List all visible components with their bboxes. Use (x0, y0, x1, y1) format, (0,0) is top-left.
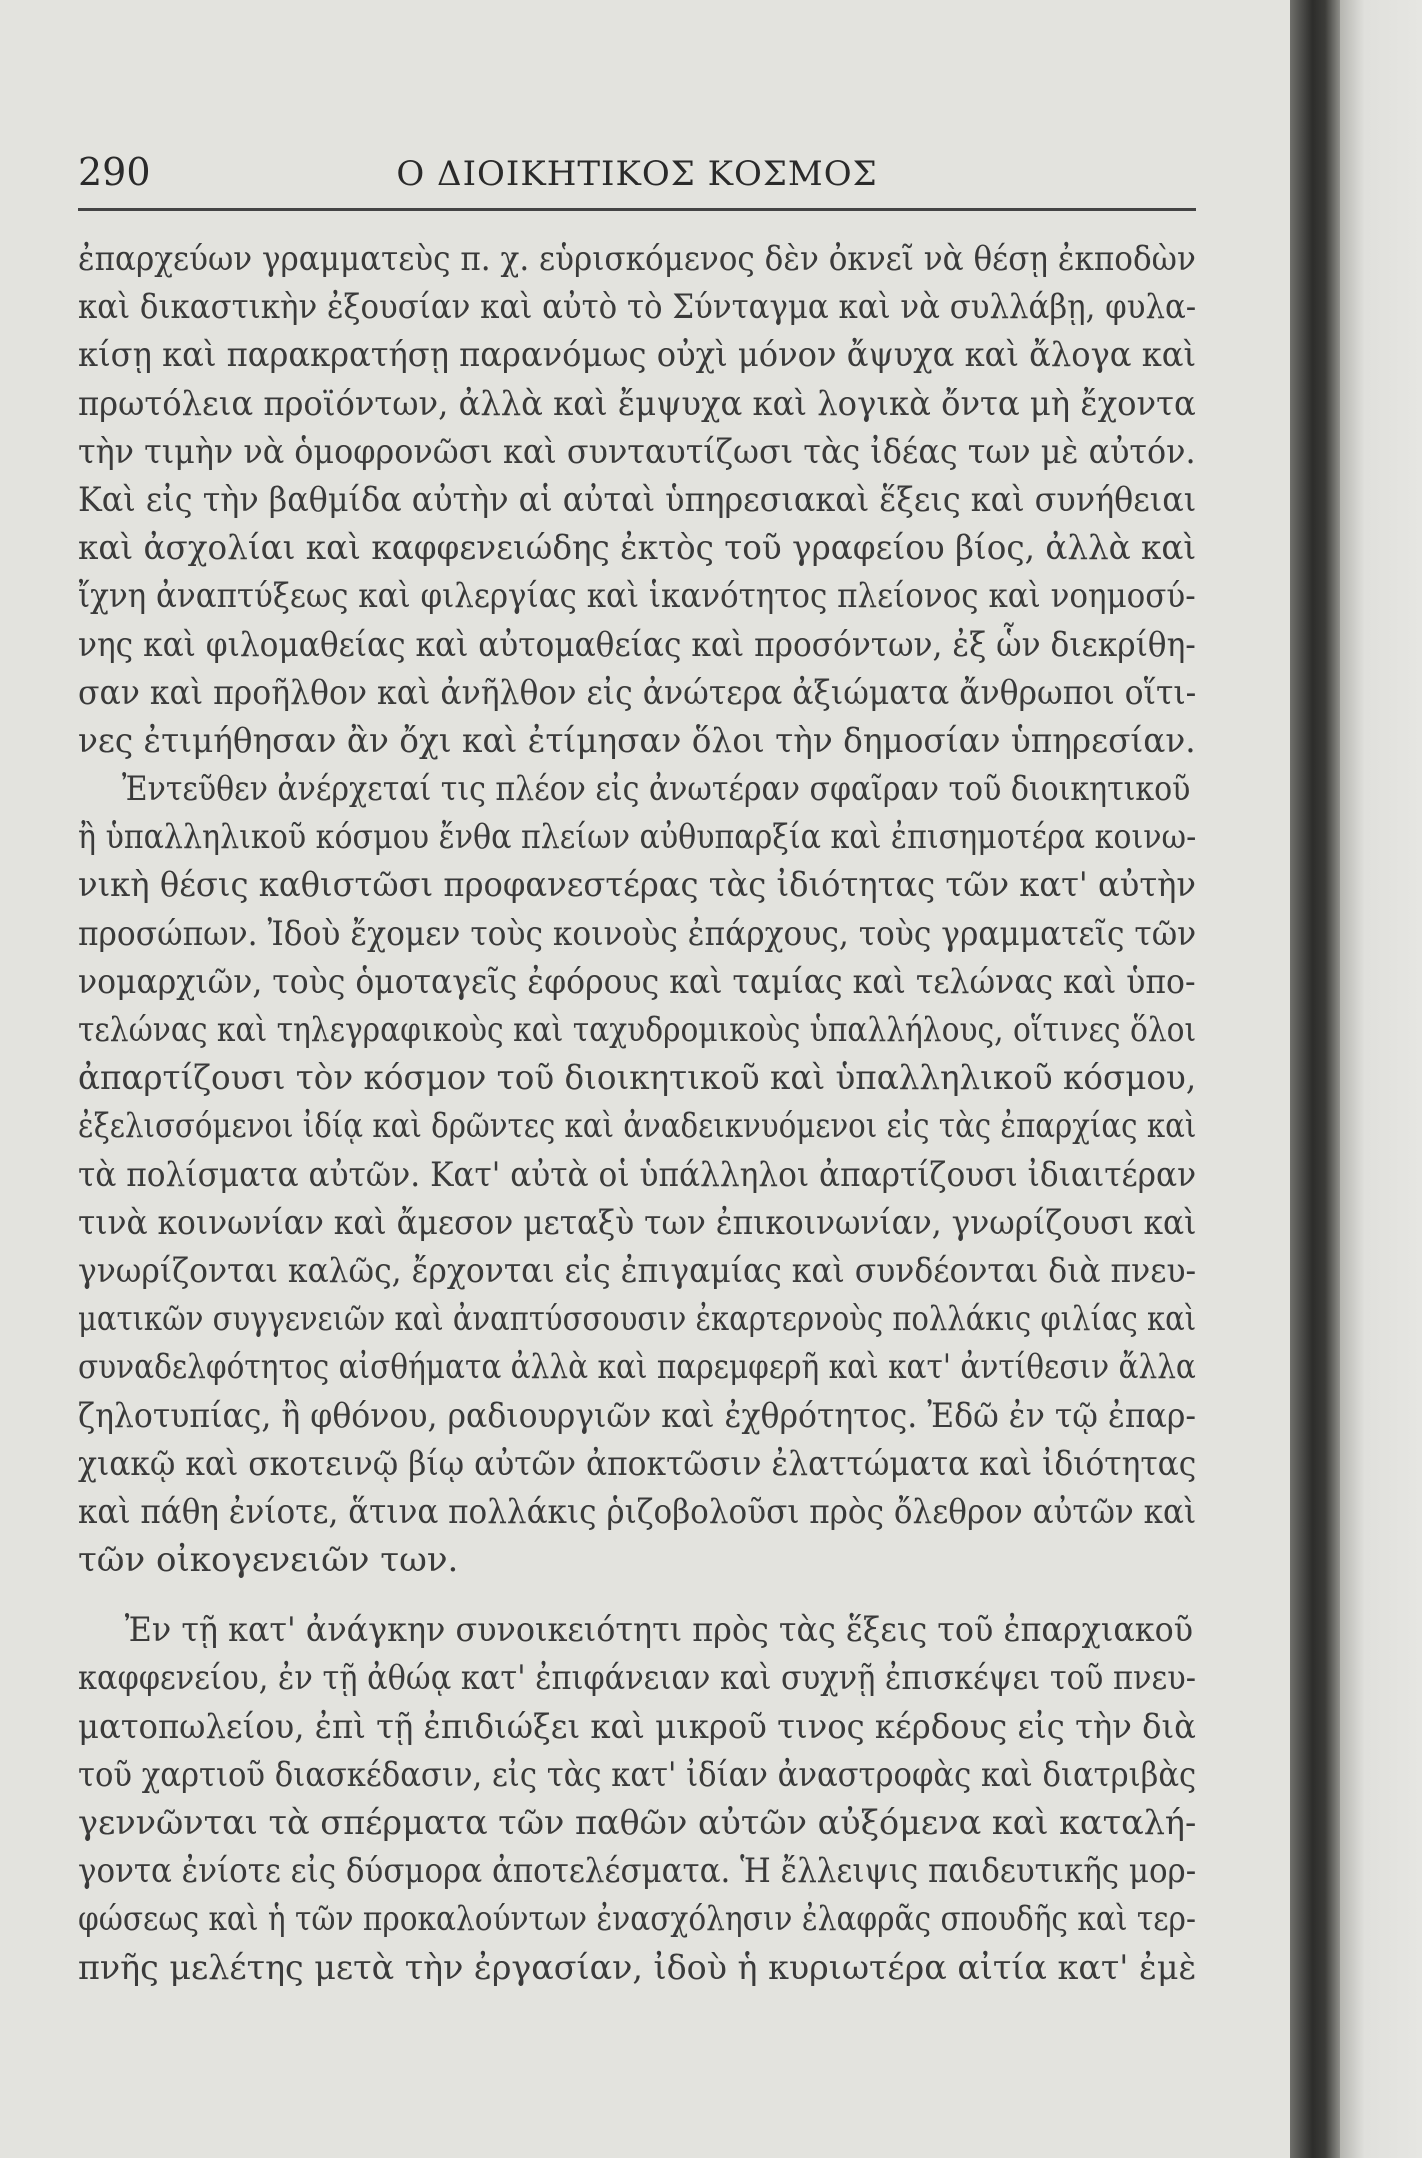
text-line: ἴχνη ἀναπτύξεως καὶ φιλεργίας καὶ ἱκανότητος πλείονος καὶ νοημοσύ- (78, 576, 1196, 617)
text-line: Ἐντεῦθεν ἀνέρχεταί τις πλέον εἰς ἀνωτέραν σφαῖραν τοῦ διοικητικοῦ (122, 769, 1191, 810)
text-line: τὰ πολίσματα αὐτῶν. Κατ' αὐτὰ οἱ ὑπάλληλοι ἀπαρτίζουσι ἰδιαιτέραν (78, 1154, 1197, 1195)
text-line: κίσῃ καὶ παρακρατήσῃ παρανόμως οὐχὶ μόνον ἄψυχα καὶ ἄλογα καὶ (78, 335, 1197, 376)
text-line: ἐπαρχεύων γραμματεὺς π. χ. εὑρισκόμενος δὲν ὀκνεῖ νὰ θέσῃ ἐκποδὼν (78, 239, 1196, 279)
text-line: νικὴ θέσις καθιστῶσι προφανεστέρας τὰς ἰδιότητας τῶν κατ' αὐτὴν (78, 865, 1196, 906)
text-line: ἢ ὑπαλληλικοῦ κόσμου ἔνθα πλείων αὐθυπαρξία καὶ ἐπισημοτέρα κοινω- (78, 817, 1197, 858)
page-header (78, 150, 1196, 206)
text-line: τοῦ χαρτιοῦ διασκέδασιν, εἰς τὰς κατ' ἰδίαν ἀναστροφὰς καὶ διατριβὰς (78, 1754, 1197, 1795)
facing-page-edge (1340, 0, 1422, 2158)
text-line: νες ἐτιμήθησαν ἂν ὄχι καὶ ἐτίμησαν ὅλοι τὴν δημοσίαν ὑπηρεσίαν. (78, 720, 1196, 761)
text-line: γνωρίζονται καλῶς, ἔρχονται εἰς ἐπιγαμίας καὶ συνδέονται διὰ πνευ- (78, 1250, 1197, 1291)
text-line: τῶν οἰκογενειῶν των. (78, 1540, 459, 1581)
text-line: νομαρχιῶν, τοὺς ὁμοταγεῖς ἐφόρους καὶ ταμίας καὶ τελώνας καὶ ὑπο- (78, 961, 1196, 1002)
text-line: συναδελφότητος αἰσθήματα ἀλλὰ καὶ παρεμφερῆ καὶ κατ' ἀντίθεσιν ἄλλα (78, 1347, 1196, 1388)
running-title: Ο ΔΙΟΙΚΗΤΙΚΟΣ ΚΟΣΜΟΣ (396, 154, 878, 194)
text-line: καὶ πάθη ἐνίοτε, ἅτινα πολλάκις ῥιζοβολοῦσι πρὸς ὄλεθρον αὐτῶν καὶ (78, 1491, 1197, 1532)
page-number: 290 (78, 150, 151, 194)
text-line: ματικῶν συγγενειῶν καὶ ἀναπτύσσουσιν ἐκαρτερνοὺς πολλάκις φιλίας καὶ (78, 1299, 1197, 1340)
text-line: τελώνας καὶ τηλεγραφικοὺς καὶ ταχυδρομικοὺς ὑπαλλήλους, οἵτινες ὅλοι (78, 1010, 1197, 1050)
body-text (78, 235, 1203, 1992)
text-line: καὶ ἀσχολίαι καὶ καφφενειώδης ἐκτὸς τοῦ γραφείου βίος, ἀλλὰ καὶ (78, 528, 1197, 569)
text-line: Ἐν τῇ κατ' ἀνάγκην συνοικειότητι πρὸς τὰς ἕξεις τοῦ ἐπαρχιακοῦ (124, 1610, 1194, 1651)
text-line: ματοπωλείου, ἐπὶ τῇ ἐπιδιώξει καὶ μικροῦ τινος κέρδους εἰς τὴν διὰ (78, 1706, 1196, 1747)
paragraph-gap (78, 1584, 1203, 1606)
text-line: ζηλοτυπίας, ἢ φθόνου, ραδιουργιῶν καὶ ἐχθρότητος. Ἐδῶ ἐν τῷ ἐπαρ- (78, 1395, 1196, 1436)
text-line: ἐξελισσόμενοι ἰδίᾳ καὶ δρῶντες καὶ ἀναδεικνυόμενοι εἰς τὰς ἐπαρχίας καὶ (78, 1106, 1197, 1147)
text-line: πνῆς μελέτης μετὰ τὴν ἐργασίαν, ἰδοὺ ἡ κυριωτέρα αἰτία κατ' ἐμὲ (78, 1947, 1197, 1988)
text-line: πρωτόλεια προϊόντων, ἀλλὰ καὶ ἔμψυχα καὶ λογικὰ ὄντα μὴ ἔχοντα (78, 383, 1196, 424)
text-line: προσώπων. Ἰδοὺ ἔχομεν τοὺς κοινοὺς ἐπάρχους, τοὺς γραμματεῖς τῶν (78, 913, 1197, 954)
text-line: Καὶ εἰς τὴν βαθμίδα αὐτὴν αἱ αὐταὶ ὑπηρεσιακαὶ ἕξεις καὶ συνήθειαι (78, 479, 1197, 520)
text-line: τινὰ κοινωνίαν καὶ ἄμεσον μεταξὺ των ἐπικοινωνίαν, γνωρίζουσι καὶ (78, 1202, 1197, 1243)
text-line: γοντα ἐνίοτε εἰς δύσμορα ἀποτελέσματα. Ἡ ἔλλειψις παιδευτικῆς μορ- (78, 1851, 1197, 1892)
text-line: χιακῷ καὶ σκοτεινῷ βίῳ αὐτῶν ἀποκτῶσιν ἐλαττώματα καὶ ἰδιότητας (78, 1443, 1197, 1484)
binding-gutter (1290, 0, 1340, 2158)
text-line: καφφενείου, ἐν τῇ ἀθώᾳ κατ' ἐπιφάνειαν καὶ συχνῇ ἐπισκέψει τοῦ πνευ- (78, 1658, 1196, 1699)
text-line: καὶ δικαστικὴν ἐξουσίαν καὶ αὐτὸ τὸ Σύνταγμα καὶ νὰ συλλάβῃ, φυλα- (78, 287, 1197, 328)
text-line: γεννῶνται τὰ σπέρματα τῶν παθῶν αὐτῶν αὐξόμενα καὶ καταλή- (78, 1803, 1197, 1843)
text-line: φώσεως καὶ ἡ τῶν προκαλούντων ἐνασχόλησιν ἐλαφρᾶς σπουδῆς καὶ τερ- (78, 1899, 1196, 1940)
header-rule (78, 208, 1196, 211)
text-line: σαν καὶ προῆλθον καὶ ἀνῆλθον εἰς ἀνώτερα ἀξιώματα ἄνθρωποι οἵτι- (78, 672, 1197, 713)
text-line: τὴν τιμὴν νὰ ὁμοφρονῶσι καὶ συνταυτίζωσι τὰς ἰδέας των μὲ αὐτόν. (78, 431, 1196, 472)
text-line: νης καὶ φιλομαθείας καὶ αὐτομαθείας καὶ προσόντων, ἐξ ὧν διεκρίθη- (78, 624, 1196, 665)
text-line: ἀπαρτίζουσι τὸν κόσμον τοῦ διοικητικοῦ καὶ ὑπαλληλικοῦ κόσμου, (78, 1058, 1197, 1099)
